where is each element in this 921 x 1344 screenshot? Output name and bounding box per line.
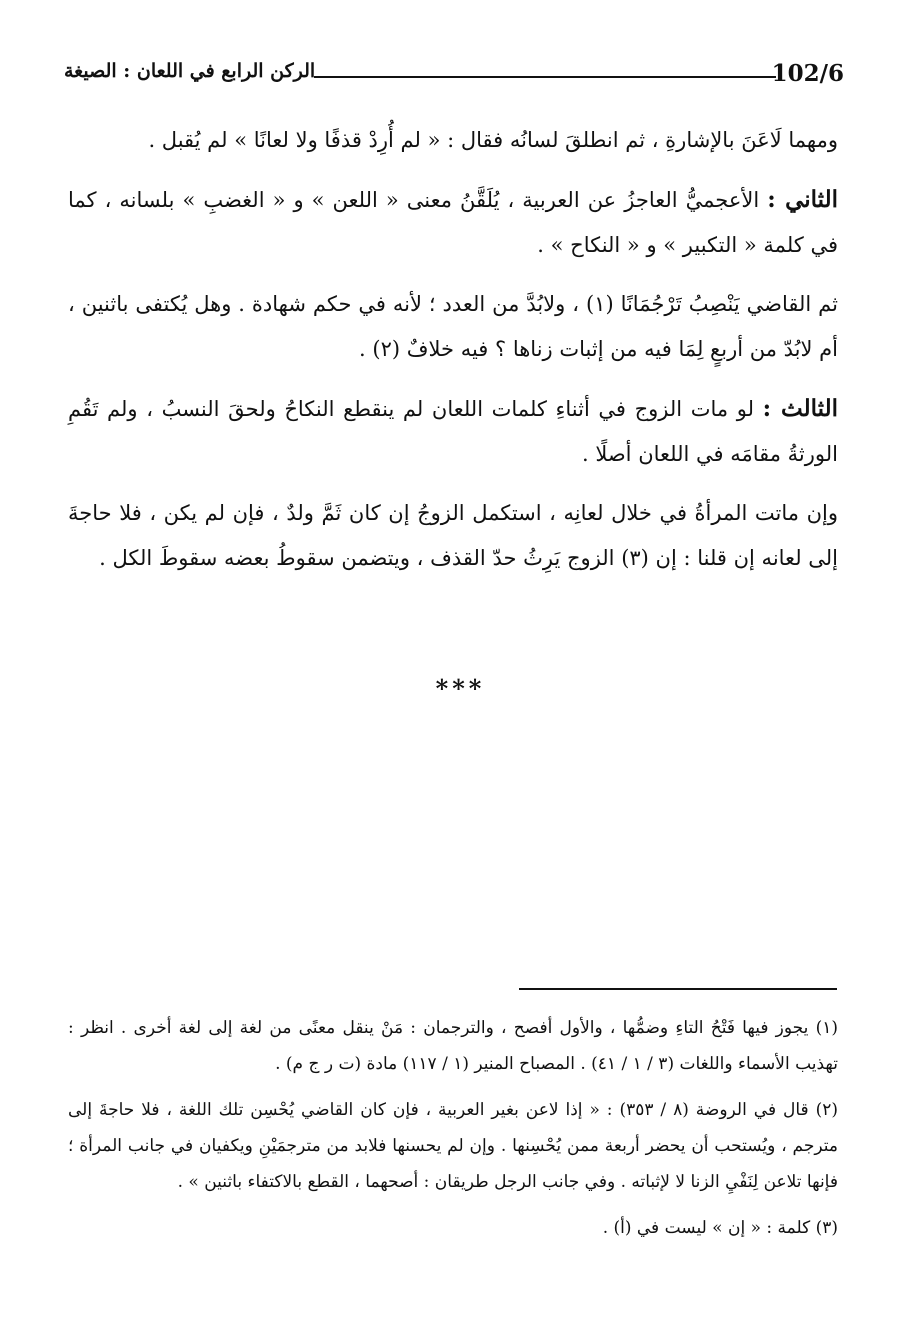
paragraph-5: وإن ماتت المرأةُ في خلال لعانِه ، استكمل الزوجُ إن كان ثَمَّ ولدٌ ، فإن لم يكن ، فلا حاجةَ إلى لعانه إن قلنا : إن (٣) الزوج يَرِثُ حدّ القذف ، ويتضمن سقوطُ بعضه سقوطَ الكل . xyxy=(68,501,839,570)
footnotes xyxy=(68,1010,838,1256)
section-separator: *** xyxy=(435,674,486,703)
paragraph-2 xyxy=(68,177,838,268)
paragraph-4-text: لو مات الزوج في أثناءِ كلمات اللعان لم ينقطع النكاحُ ولحقَ النسبُ ، ولم تَقُمِ الورثةُ مقامَه في اللعان أصلًا . xyxy=(68,397,838,466)
section-term-third: الثالث : xyxy=(762,395,839,422)
footnote-divider xyxy=(519,988,837,990)
page-header xyxy=(64,58,844,94)
running-title: الركن الرابع في اللعان : الصيغة xyxy=(64,60,316,82)
footnote-3: (٣) كلمة : « إن » ليست في (أ) . xyxy=(602,1218,838,1238)
footnote-2: (٢) قال في الروضة (٨ / ٣٥٣) : « إذا لاعن بغير العربية ، فإن كان القاضي يُحْسِن تلك اللغة ، فلا حاجةَ إلى مترجم ، ويُستحب أن يحضر أربعة ممن يُحْسِنها . وإن لم يحسنها فلابد من مترجمَيْنِ ويكفيان في جانب المرأة ؛ فإنها تلاعن لِنَفْيِ الزنا لا لإثباته . وفي جانب الرجل طريقان : أصحهما ، القطع بالاكتفاء باثنين » . xyxy=(68,1100,838,1192)
page-number: 102/6 xyxy=(771,60,844,87)
header-rule xyxy=(314,76,776,78)
paragraph-4 xyxy=(68,386,838,477)
footnote-1: (١) يجوز فيها فَتْحُ التاءِ وضمُّها ، والأول أفصح ، والترجمان : مَنْ ينقل معنًى من لغة إلى لغة أخرى . انظر : تهذيب الأسماء واللغات (٣ / ١ / ٤١) . المصباح المنير (١ / ١١٧) مادة (ت ر ج م) . xyxy=(68,1018,838,1074)
paragraph-3: ثم القاضي يَنْصِبُ تَرْجُمَانًا (١) ، ولابُدَّ من العدد ؛ لأنه في حكم شهادة . وهل يُكتفى باثنين ، أم لابُدّ من أربعٍ لِمَا فيه من إثبات زناها ؟ فيه خلافٌ (٢) . xyxy=(68,292,838,361)
paragraph-1: ومهما لَاعَنَ بالإشارةِ ، ثم انطلقَ لسانُه فقال : « لم أُرِدْ قذفًا ولا لعانًا » لم يُقبل . xyxy=(148,128,838,152)
section-term-second: الثاني : xyxy=(767,186,838,213)
main-text xyxy=(68,118,838,595)
paragraph-2-text: الأعجميُّ العاجزُ عن العربية ، يُلَقَّنُ معنى « اللعن » و « الغضبِ » بلسانه ، كما في كلمة « التكبير » و « النكاح » . xyxy=(68,188,838,257)
